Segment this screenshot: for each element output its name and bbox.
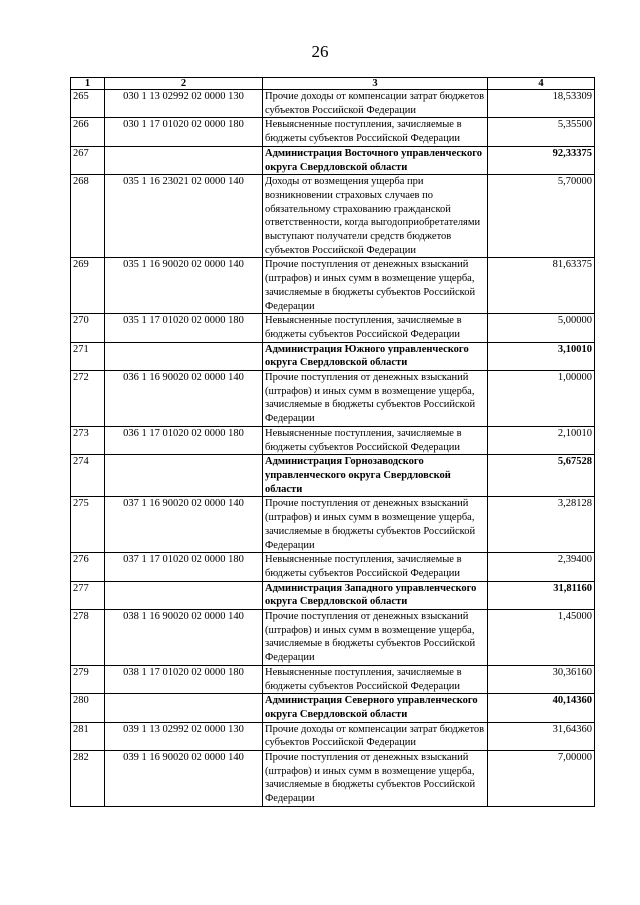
row-number-cell: 273 [71, 426, 105, 454]
table-row [71, 665, 595, 693]
revenue-name-cell: Администрация Восточного управленческого округа Свердловской области [263, 146, 488, 174]
budget-code-cell [105, 146, 263, 174]
revenue-name-cell: Администрация Западного управленческого округа Свердловской области [263, 581, 488, 609]
revenue-name-cell: Невыясненные поступления, зачисляемые в бюджеты субъектов Российской Федерации [263, 553, 488, 581]
revenue-name-cell: Администрация Горнозаводского управленческого округа Свердловской области [263, 455, 488, 497]
revenue-name-cell: Администрация Южного управленческого округа Свердловской области [263, 342, 488, 370]
budget-code-cell: 036 1 16 90020 02 0000 140 [105, 371, 263, 427]
revenue-name-cell: Прочие поступления от денежных взысканий (штрафов) и иных сумм в возмещение ущерба, зачисляемые в бюджеты субъектов Российской Федерации [263, 497, 488, 553]
row-number-cell: 268 [71, 175, 105, 258]
amount-cell: 18,53309 [488, 90, 595, 118]
amount-cell: 5,67528 [488, 455, 595, 497]
amount-cell: 5,70000 [488, 175, 595, 258]
header-col-3: 3 [263, 78, 488, 90]
table-row [71, 455, 595, 497]
header-col-1: 1 [71, 78, 105, 90]
page-number: 26 [311, 42, 329, 61]
revenue-name-cell: Прочие поступления от денежных взысканий (штрафов) и иных сумм в возмещение ущерба, зачисляемые в бюджеты субъектов Российской Федерации [263, 371, 488, 427]
revenue-name-cell: Невыясненные поступления, зачисляемые в бюджеты субъектов Российской Федерации [263, 118, 488, 146]
table-row [71, 426, 595, 454]
row-number-cell: 267 [71, 146, 105, 174]
amount-cell: 2,39400 [488, 553, 595, 581]
row-number-cell: 274 [71, 455, 105, 497]
budget-code-cell: 038 1 17 01020 02 0000 180 [105, 665, 263, 693]
table-row [71, 90, 595, 118]
budget-code-cell: 037 1 16 90020 02 0000 140 [105, 497, 263, 553]
revenue-table [70, 77, 595, 807]
amount-cell: 3,10010 [488, 342, 595, 370]
table-row [71, 610, 595, 666]
table-header-row [71, 78, 595, 90]
amount-cell: 31,81160 [488, 581, 595, 609]
revenue-name-cell: Администрация Северного управленческого округа Свердловской области [263, 694, 488, 722]
header-col-4: 4 [488, 78, 595, 90]
row-number-cell: 277 [71, 581, 105, 609]
budget-code-cell: 035 1 17 01020 02 0000 180 [105, 314, 263, 342]
budget-code-cell: 035 1 16 23021 02 0000 140 [105, 175, 263, 258]
budget-code-cell: 035 1 16 90020 02 0000 140 [105, 258, 263, 314]
row-number-cell: 269 [71, 258, 105, 314]
amount-cell: 30,36160 [488, 665, 595, 693]
budget-code-cell: 030 1 13 02992 02 0000 130 [105, 90, 263, 118]
budget-code-cell [105, 581, 263, 609]
revenue-name-cell: Доходы от возмещения ущерба при возникновении страховых случаев по обязательному страхованию гражданской ответственности, когда выгодоприобретателями выступают получатели средств бюджетов субъектов Российской Федерации [263, 175, 488, 258]
budget-code-cell [105, 455, 263, 497]
row-number-cell: 279 [71, 665, 105, 693]
table-row [71, 581, 595, 609]
revenue-name-cell: Прочие поступления от денежных взысканий (штрафов) и иных сумм в возмещение ущерба, зачисляемые в бюджеты субъектов Российской Федерации [263, 610, 488, 666]
amount-cell: 1,45000 [488, 610, 595, 666]
revenue-name-cell: Невыясненные поступления, зачисляемые в бюджеты субъектов Российской Федерации [263, 314, 488, 342]
revenue-name-cell: Прочие доходы от компенсации затрат бюджетов субъектов Российской Федерации [263, 722, 488, 750]
budget-code-cell: 038 1 16 90020 02 0000 140 [105, 610, 263, 666]
row-number-cell: 282 [71, 751, 105, 807]
revenue-name-cell: Прочие поступления от денежных взысканий (штрафов) и иных сумм в возмещение ущерба, зачисляемые в бюджеты субъектов Российской Федерации [263, 751, 488, 807]
row-number-cell: 272 [71, 371, 105, 427]
amount-cell: 2,10010 [488, 426, 595, 454]
revenue-name-cell: Прочие поступления от денежных взысканий (штрафов) и иных сумм в возмещение ущерба, зачисляемые в бюджеты субъектов Российской Федерации [263, 258, 488, 314]
table-row [71, 751, 595, 807]
table-row [71, 342, 595, 370]
budget-code-cell: 036 1 17 01020 02 0000 180 [105, 426, 263, 454]
amount-cell: 7,00000 [488, 751, 595, 807]
row-number-cell: 275 [71, 497, 105, 553]
amount-cell: 5,35500 [488, 118, 595, 146]
table-body [71, 90, 595, 807]
row-number-cell: 276 [71, 553, 105, 581]
amount-cell: 81,63375 [488, 258, 595, 314]
budget-code-cell: 039 1 13 02992 02 0000 130 [105, 722, 263, 750]
row-number-cell: 271 [71, 342, 105, 370]
amount-cell: 40,14360 [488, 694, 595, 722]
table-row [71, 175, 595, 258]
table-row [71, 694, 595, 722]
revenue-name-cell: Невыясненные поступления, зачисляемые в бюджеты субъектов Российской Федерации [263, 665, 488, 693]
header-col-2: 2 [105, 78, 263, 90]
row-number-cell: 265 [71, 90, 105, 118]
revenue-name-cell: Невыясненные поступления, зачисляемые в бюджеты субъектов Российской Федерации [263, 426, 488, 454]
budget-code-cell [105, 694, 263, 722]
table-row [71, 146, 595, 174]
amount-cell: 3,28128 [488, 497, 595, 553]
row-number-cell: 266 [71, 118, 105, 146]
table-row [71, 371, 595, 427]
table-row [71, 118, 595, 146]
revenue-name-cell: Прочие доходы от компенсации затрат бюджетов субъектов Российской Федерации [263, 90, 488, 118]
amount-cell: 92,33375 [488, 146, 595, 174]
row-number-cell: 278 [71, 610, 105, 666]
row-number-cell: 280 [71, 694, 105, 722]
amount-cell: 1,00000 [488, 371, 595, 427]
budget-code-cell: 039 1 16 90020 02 0000 140 [105, 751, 263, 807]
budget-code-cell: 030 1 17 01020 02 0000 180 [105, 118, 263, 146]
amount-cell: 5,00000 [488, 314, 595, 342]
table-row [71, 497, 595, 553]
table-row [71, 722, 595, 750]
amount-cell: 31,64360 [488, 722, 595, 750]
budget-code-cell: 037 1 17 01020 02 0000 180 [105, 553, 263, 581]
budget-code-cell [105, 342, 263, 370]
row-number-cell: 270 [71, 314, 105, 342]
table-row [71, 314, 595, 342]
row-number-cell: 281 [71, 722, 105, 750]
table-row [71, 553, 595, 581]
table-row [71, 258, 595, 314]
